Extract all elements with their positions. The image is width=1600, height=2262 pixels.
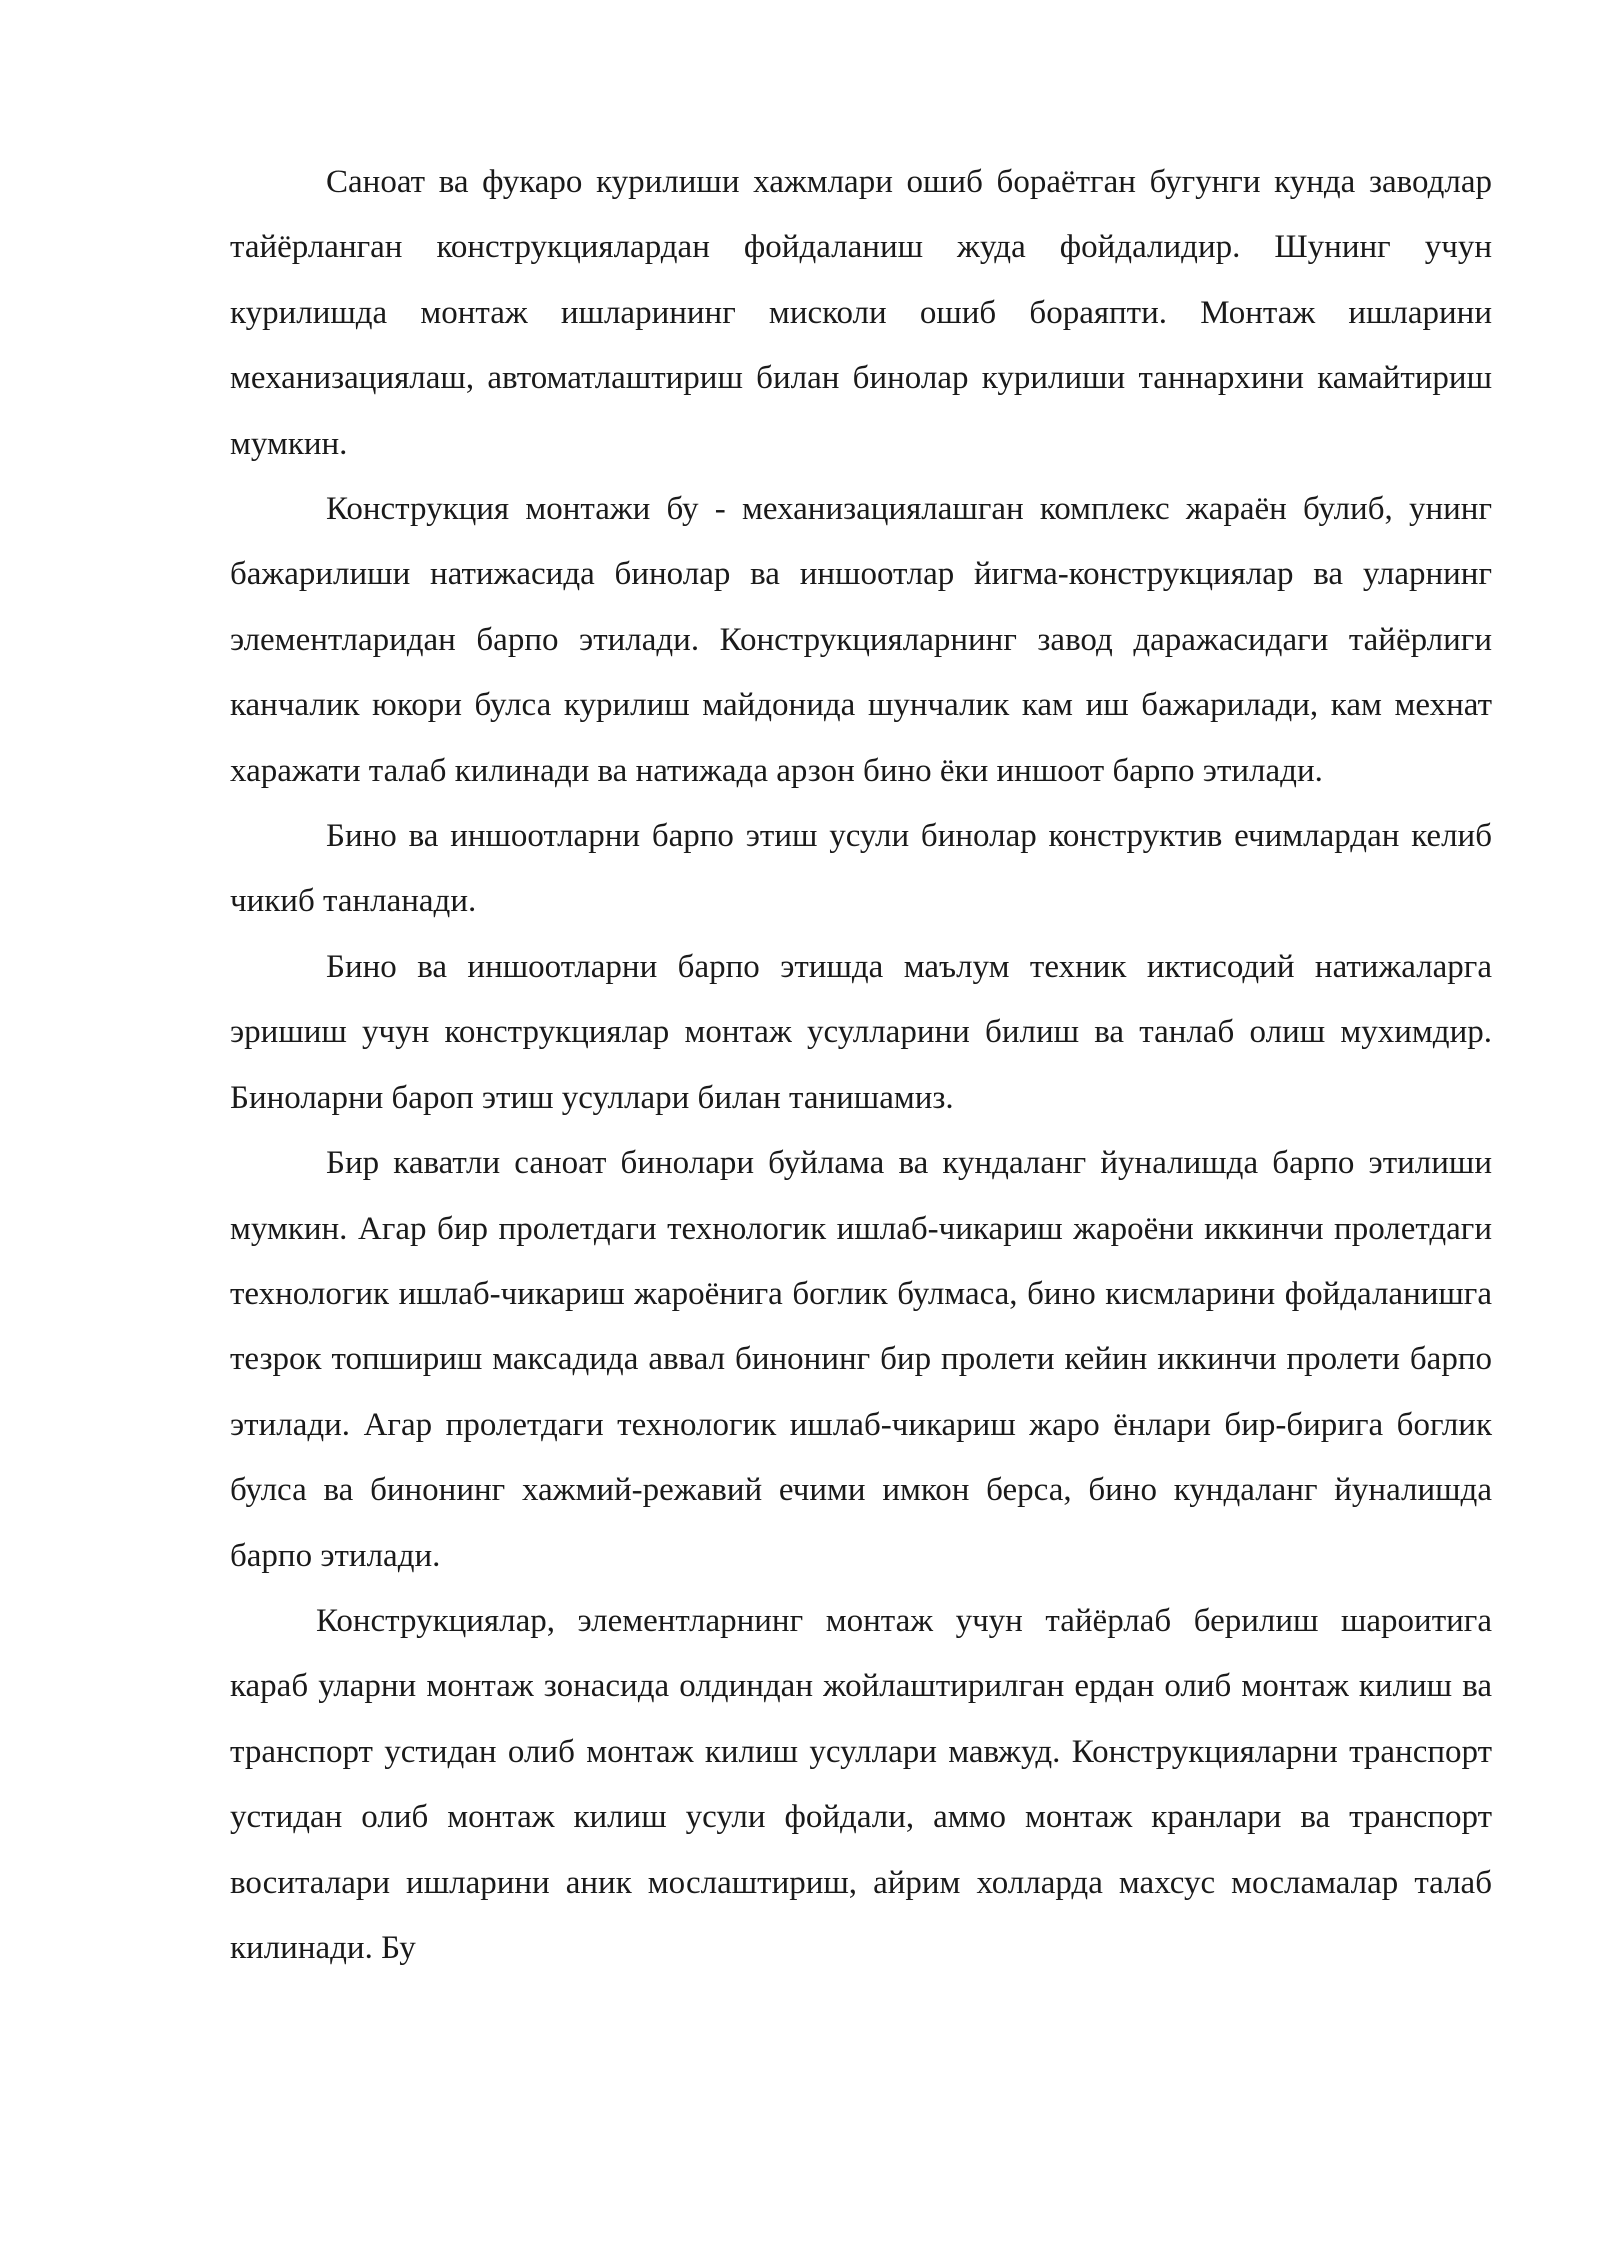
paragraph-4: Бино ва иншоотларни барпо этишда маълум техник иктисодий натижаларга эришиш учун конструкциялар монтаж усулларини билиш ва танлаб олиш мухимдир. Биноларни бароп этиш усуллари билан танишамиз.: [230, 948, 1492, 1116]
paragraph-5: Бир каватли саноат бинолари буйлама ва кундаланг йуналишда барпо этилиши мумкин. Агар бир пролетдаги технологик ишлаб-чикариш жароёни иккинчи пролетдаги технологик ишлаб-чикариш жароёнига боглик булмаса, бино кисмларини фойдаланишга тезрок топшириш максадида аввал бинонинг бир пролети кейин иккинчи пролети барпо этилади. Агар пролетдаги технологик ишлаб-чикариш жаро ёнлари бир-бирига боглик булса ва бинонинг хажмий-режавий ечими имкон берса, бино кундаланг йуналишда барпо этилади.: [230, 1145, 1492, 1574]
paragraph-2: Конструкция монтажи бу - механизациялашган комплекс жараён булиб, унинг бажарилиши натижасида бинолар ва иншоотлар йигма-конструкциялар ва уларнинг элементларидан барпо этилади. Конструкцияларнинг завод даражасидаги тайёрлиги канчалик юкори булса курилиш майдонида шунчалик кам иш бажарилади, кам мехнат харажати талаб килинади ва натижада арзон бино ёки иншоот барпо этилади.: [230, 491, 1492, 789]
document-body: [230, 150, 1492, 1981]
paragraph-6: Конструкциялар, элементларнинг монтаж учун тайёрлаб берилиш шароитига караб уларни монтаж зонасида олдиндан жойлаштирилган ердан олиб монтаж килиш ва транспорт устидан олиб монтаж килиш усуллари мавжуд. Конструкцияларни транспорт устидан олиб монтаж килиш усули фойдали, аммо монтаж кранлари ва транспорт воситалари ишларини аник мослаштириш, айрим холларда махсус мосламалар талаб килинади. Бу: [230, 1602, 1492, 1966]
paragraph-1: Саноат ва фукаро курилиши хажмлари ошиб бораётган бугунги кунда заводлар тайёрланган конструкциялардан фойдаланиш жуда фойдалидир. Шунинг учун курилишда монтаж ишларининг мисколи ошиб бораяпти. Монтаж ишларини механизациялаш, автоматлаштириш билан бинолар курилиши таннархини камайтириш мумкин.: [230, 164, 1492, 462]
paragraph-3: Бино ва иншоотларни барпо этиш усули бинолар конструктив ечимлардан келиб чикиб танланади.: [230, 818, 1492, 920]
